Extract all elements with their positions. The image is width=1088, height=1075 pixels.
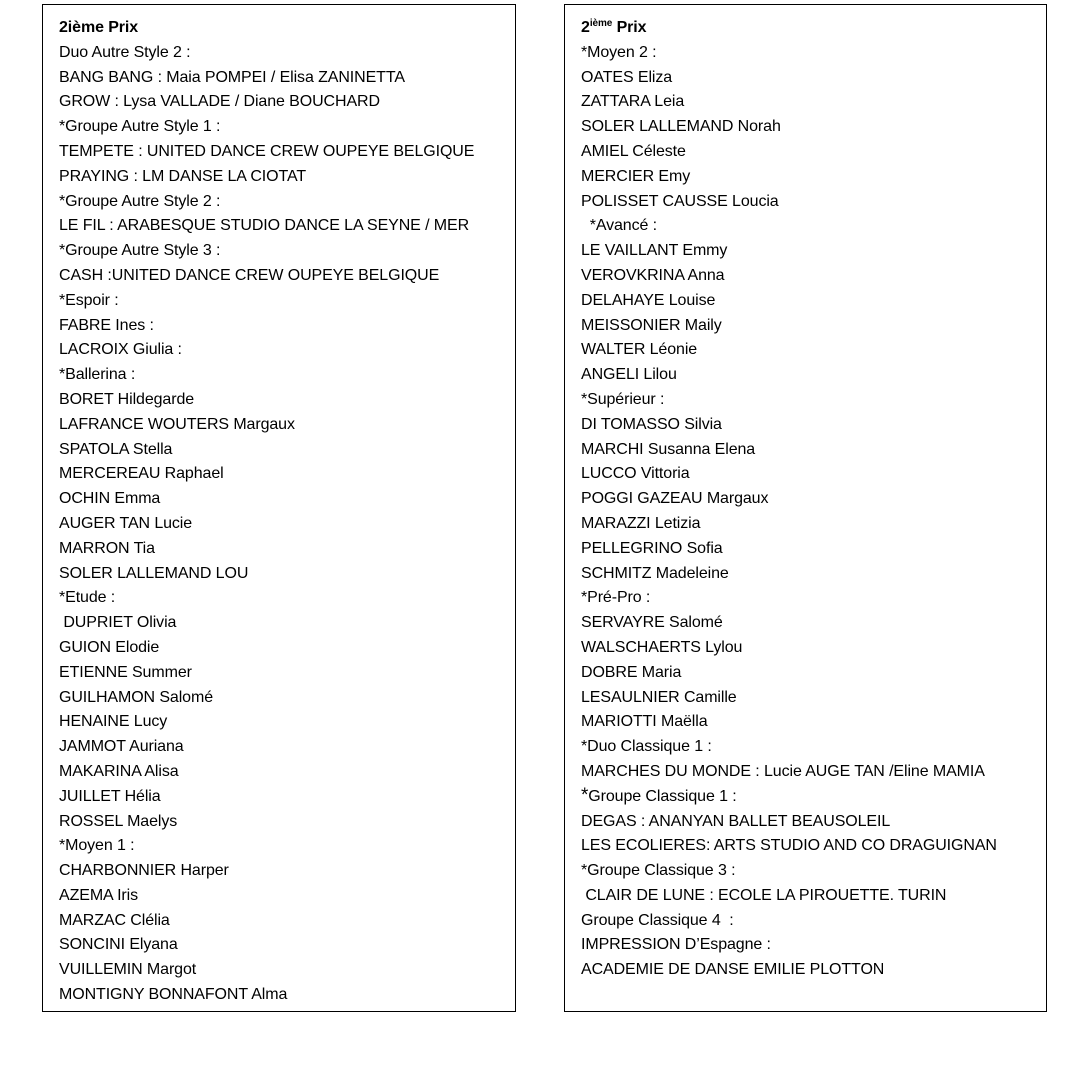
result-entry: LESAULNIER Camille [581,688,737,706]
category-heading [581,785,1046,810]
result-entry: IMPRESSION D’Espagne : [581,936,771,954]
category-heading: Duo Autre Style 2 : [59,43,191,61]
right-panel-title [581,16,1046,41]
result-entry: GUILHAMON Salomé [59,688,213,706]
result-entry: CASH :UNITED DANCE CREW OUPEYE BELGIQUE [59,266,440,284]
asterisk-mark: * [581,784,589,806]
result-entry: FABRE Ines : [59,316,154,334]
result-entry: MARRON Tia [59,539,155,557]
category-heading: *Pré-Pro : [581,589,651,607]
result-entry: MARCHI Susanna Elena [581,440,756,458]
result-entry: SONCINI Elyana [59,936,178,954]
result-entry: LUCCO Vittoria [581,465,690,483]
category-heading-text: Groupe Classique 1 : [588,787,737,805]
category-heading: *Supérieur : [581,390,665,408]
result-entry: LACROIX Giulia : [59,341,182,359]
result-entry: SCHMITZ Madeleine [581,564,729,582]
result-entry: DEGAS : ANANYAN BALLET BEAUSOLEIL [581,812,891,830]
result-entry: LE VAILLANT Emmy [581,242,728,260]
result-entry: MAKARINA Alisa [59,762,179,780]
result-entry: TEMPETE : UNITED DANCE CREW OUPEYE BELGIQUE [59,142,475,160]
result-entry: AUGER TAN Lucie [59,514,193,532]
result-entry: DELAHAYE Louise [581,291,716,309]
category-heading: *Duo Classique 1 : [581,738,712,756]
category-heading: *Espoir : [59,291,119,309]
result-entry: CHARBONNIER Harper [59,862,229,880]
result-entry: SPATOLA Stella [59,440,173,458]
result-entry: PRAYING : LM DANSE LA CIOTAT [59,167,307,185]
left-results-panel [42,4,516,1012]
result-entry: MERCIER Emy [581,167,691,185]
right-title-text: Prix [612,19,647,36]
result-entry: LES ECOLIERES: ARTS STUDIO AND CO DRAGUIGNAN [581,837,997,855]
result-entry: MARCHES DU MONDE : Lucie AUGE TAN /Eline MAMIA [581,762,985,780]
result-entry: POLISSET CAUSSE Loucia [581,192,779,210]
category-heading: *Etude : [59,589,116,607]
result-entry: AZEMA Iris [59,886,139,904]
result-entry: LAFRANCE WOUTERS Margaux [59,415,295,433]
category-heading: *Avancé : [581,217,657,235]
result-entry: BORET Hildegarde [59,390,195,408]
result-entry: SERVAYRE Salomé [581,614,723,632]
result-entry: CLAIR DE LUNE : ECOLE LA PIROUETTE. TURIN [581,886,947,904]
result-entry: VUILLEMIN Margot [59,961,197,979]
result-entry: PELLEGRINO Sofia [581,539,723,557]
result-entry: OCHIN Emma [59,490,161,508]
result-entry: MERCEREAU Raphael [59,465,224,483]
result-entry: LE FIL : ARABESQUE STUDIO DANCE LA SEYNE / MER [59,217,470,235]
result-entry: MARIOTTI Maëlla [581,713,708,731]
right-results-panel [564,4,1047,1012]
right-title-number: 2 [581,19,590,36]
category-heading: *Groupe Classique 3 : [581,862,736,880]
result-entry: DOBRE Maria [581,663,682,681]
result-entry: GROW : Lysa VALLADE / Diane BOUCHARD [59,93,380,111]
result-entry: AMIEL Céleste [581,142,686,160]
right-results-list [581,41,1046,983]
result-entry: MARAZZI Letizia [581,514,701,532]
result-entry: MEISSONIER Maily [581,316,722,334]
left-results-list [59,41,515,1008]
category-heading: *Groupe Autre Style 1 : [59,118,221,136]
right-title-superscript: ième [589,18,613,29]
result-entry: WALSCHAERTS Lylou [581,638,743,656]
category-heading: *Ballerina : [59,366,136,384]
result-entry: MONTIGNY BONNAFONT Alma [59,986,288,1004]
result-entry: SOLER LALLEMAND LOU [59,564,249,582]
result-entry: OATES Eliza [581,68,673,86]
result-entry: GUION Elodie [59,638,160,656]
category-heading: *Moyen 1 : [59,837,135,855]
result-entry: DI TOMASSO Silvia [581,415,722,433]
result-entry: ZATTARA Leia [581,93,685,111]
result-entry: POGGI GAZEAU Margaux [581,490,769,508]
result-entry: HENAINE Lucy [59,713,168,731]
result-entry: JAMMOT Auriana [59,738,184,756]
result-entry: DUPRIET Olivia [59,614,177,632]
result-entry: VEROVKRINA Anna [581,266,725,284]
result-entry: ANGELI Lilou [581,366,677,384]
result-entry: JUILLET Hélia [59,787,161,805]
category-heading: *Groupe Autre Style 2 : [59,192,221,210]
category-heading: *Moyen 2 : [581,43,657,61]
category-heading: *Groupe Autre Style 3 : [59,242,221,260]
category-heading: Groupe Classique 4 : [581,911,734,929]
left-panel-title: 2ième Prix [59,19,139,36]
result-entry: WALTER Léonie [581,341,698,359]
result-entry: MARZAC Clélia [59,911,170,929]
result-entry: ETIENNE Summer [59,663,192,681]
result-entry: ROSSEL Maelys [59,812,178,830]
result-entry: SOLER LALLEMAND Norah [581,118,781,136]
result-entry: ACADEMIE DE DANSE EMILIE PLOTTON [581,961,885,979]
result-entry: BANG BANG : Maia POMPEI / Elisa ZANINETTA [59,68,405,86]
